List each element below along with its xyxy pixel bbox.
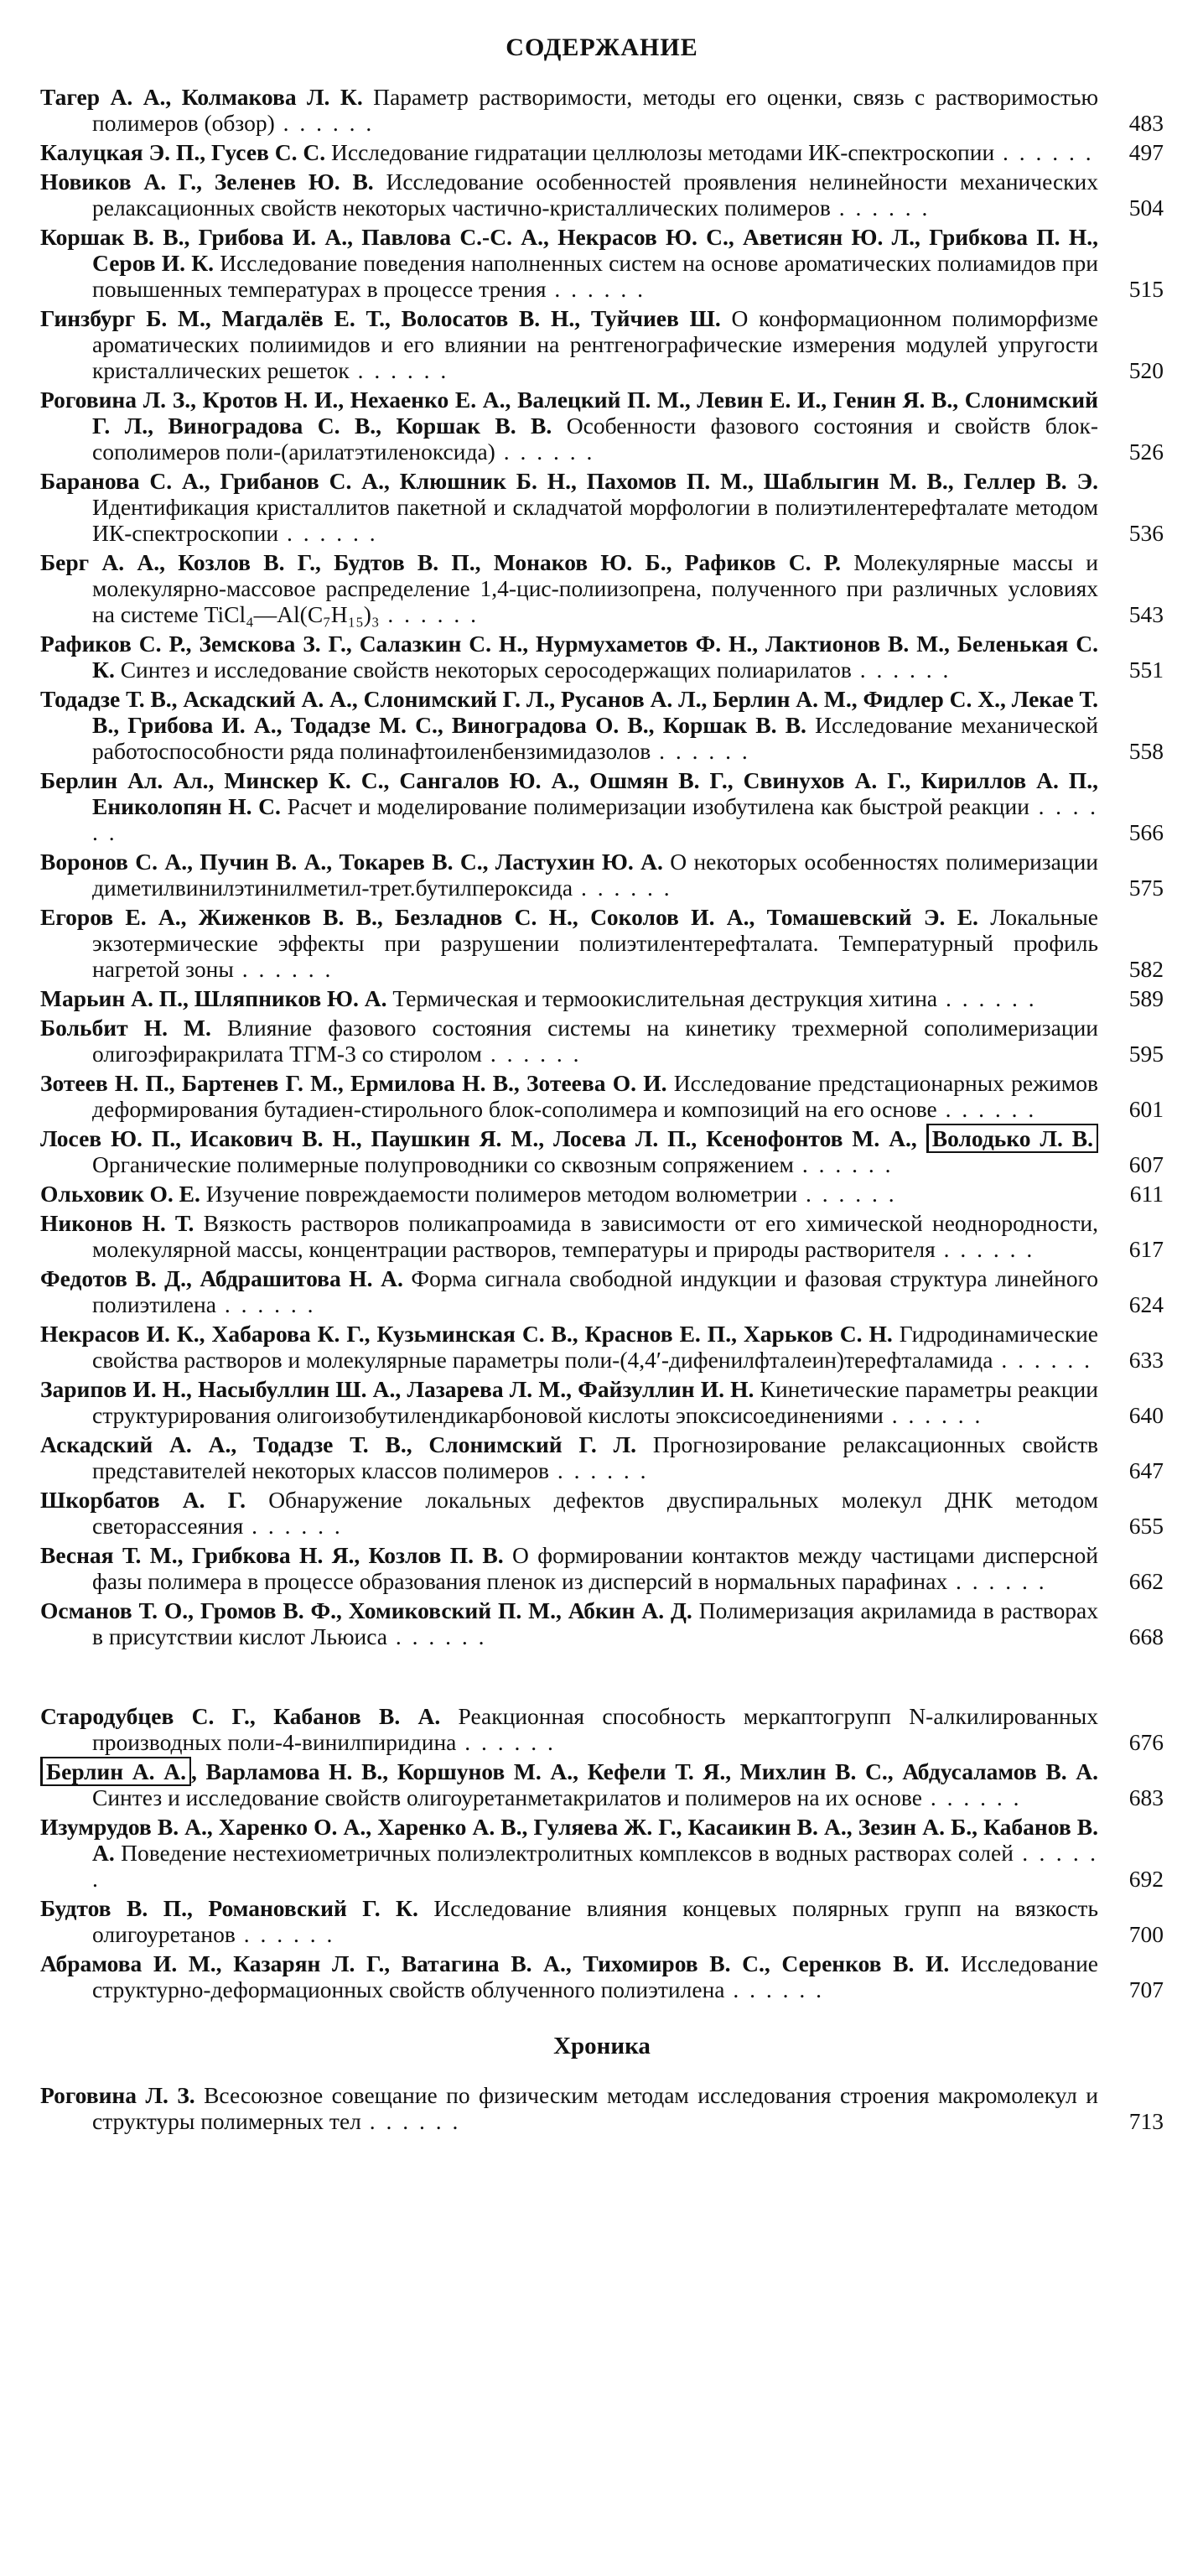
leader-dots: . . . . . . <box>549 1457 649 1483</box>
page-number: 683 <box>1128 1784 1164 1810</box>
leader-dots: . . . . . . <box>235 1921 335 1947</box>
toc-authors: Гинзбург Б. М., Магдалёв Е. Т., Волосатов В. Н., Туйчиев Ш. <box>40 305 721 331</box>
toc-entry-text <box>40 1376 1098 1428</box>
toc-title: Изучение повреждаемости полимеров методом волюметрии <box>205 1181 798 1207</box>
toc-title: Прогнозирование релаксационных свойств представителей некоторых классов полимеров <box>92 1431 1099 1483</box>
toc-entry-text <box>40 387 1098 465</box>
leader-dots: . . . . . . <box>215 1291 316 1317</box>
leader-dots: . . . . . . <box>994 139 1094 165</box>
page-number: 713 <box>1128 2108 1164 2134</box>
page-number: 640 <box>1128 1402 1164 1428</box>
toc-entry-text <box>40 1895 1098 1947</box>
toc-title: Реакционная способность меркаптогрупп N-алкилированных производных поли-4-винилпиридина <box>92 1703 1099 1755</box>
toc-entry-text <box>40 1015 1098 1067</box>
leader-dots: . . . . . . <box>936 1096 1037 1122</box>
toc-authors: Федотов В. Д., Абдрашитова Н. А. <box>40 1265 403 1291</box>
page-number: 611 <box>1129 1181 1164 1207</box>
toc-entry <box>40 1703 1164 1755</box>
leader-dots: . . . . . . <box>993 1347 1092 1373</box>
toc-title: Полимеризация акриламида в растворах в присутствии кислот Льюиса <box>92 1597 1099 1649</box>
toc-entry <box>40 904 1164 982</box>
toc-authors: Будтов В. П., Романовский Г. К. <box>40 1895 418 1921</box>
page-number: 633 <box>1128 1347 1164 1373</box>
toc-entry <box>40 1125 1164 1177</box>
toc-authors: Ольховик О. Е. <box>40 1181 200 1207</box>
leader-dots: . . . . . . <box>793 1151 894 1177</box>
toc-entry <box>40 985 1164 1011</box>
toc-entry <box>40 1431 1164 1483</box>
toc-authors: Новиков А. Г., Зеленев Ю. В. <box>40 169 374 195</box>
section-gap <box>40 1653 1164 1703</box>
leader-dots: . . . . . . <box>92 1840 1099 1892</box>
deceased-author-box: Володько Л. В. <box>926 1124 1098 1153</box>
toc-authors: Стародубцев С. Г., Кабанов В. А. <box>40 1703 441 1729</box>
toc-entry-text <box>40 305 1098 383</box>
leader-dots: . . . . . . <box>937 985 1037 1011</box>
page-number: 551 <box>1128 657 1164 683</box>
toc-entry <box>40 1542 1164 1594</box>
toc-authors: Егоров Е. А., Жиженков В. В., Безладнов С. Н., Соколов И. А., Томашевский Э. Е. <box>40 904 978 930</box>
toc-title: Исследование предстационарных режимов деформирования бутадиен-стирольного блок-сополимера и композиций на его основе <box>92 1070 1098 1122</box>
page-title: СОДЕРЖАНИЕ <box>506 34 698 61</box>
toc-authors: Коршак В. В., Грибова И. А., Павлова С.-С. А., Некрасов Ю. С., Аветисян Ю. Л., Грибкова П. Н., Серов И. К. <box>40 224 1098 276</box>
toc-authors: Лосев Ю. П., Исакович В. Н., Паушкин Я. М., Лосева Л. П., Ксенофонтов М. А., <box>40 1125 917 1151</box>
leader-dots: . . . . . . <box>883 1402 983 1428</box>
toc-entry <box>40 1597 1164 1649</box>
toc-title: Синтез и исследование свойств некоторых серосодержащих полиарилатов <box>120 657 852 683</box>
toc-title: Исследование поведения наполненных систем на основе ароматических полиамидов при повышенных температурах в процессе трения <box>92 250 1098 302</box>
toc-authors: Марьин А. П., Шляпников Ю. А. <box>40 985 387 1011</box>
toc-entry <box>40 1487 1164 1539</box>
toc-title: Исследование особенностей проявления нелинейности механических релаксационных свойств некоторых частично-кристаллических полимеров <box>92 169 1099 221</box>
toc-authors: Османов Т. О., Громов В. Ф., Хомиковский П. М., Абкин А. Д. <box>40 1597 692 1623</box>
toc-entry-text <box>40 1070 1098 1122</box>
toc-entry <box>40 686 1164 764</box>
toc-entry <box>40 1758 1164 1810</box>
toc-title: Кинетические параметры реакции структурирования олигоизобутилендикарбоновой кислоты эпоксисоединениями <box>92 1376 1098 1428</box>
toc-title: Всесоюзное совещание по физическим методам исследования строения макромолекул и структуры полимерных тел <box>92 2082 1099 2134</box>
toc-entry-text <box>40 1125 1098 1177</box>
deceased-author-box: Берлин А. А. <box>40 1757 191 1786</box>
page-number: 504 <box>1128 195 1164 221</box>
toc-title: Вязкость растворов поликапроамида в зависимости от его химической неоднородности, молекулярной массы, концентрации растворов, температуры и природы растворителя <box>92 1210 1098 1262</box>
page-number: 515 <box>1128 276 1164 302</box>
toc-title: Исследование структурно-деформационных свойств облученного полиэтилена <box>92 1950 1099 2002</box>
page-number: 655 <box>1128 1513 1164 1539</box>
leader-dots: . . . . . . <box>573 875 672 901</box>
toc-title: Исследование гидратации целлюлозы методами ИК-спектроскопии <box>331 139 995 165</box>
toc-title: Органические полимерные полупроводники со сквозным сопряжением <box>92 1151 794 1177</box>
page-number: 558 <box>1128 738 1164 764</box>
toc-authors: Весная Т. М., Грибкова Н. Я., Козлов П. В. <box>40 1542 504 1568</box>
toc-entry <box>40 169 1164 221</box>
toc-entry-text <box>40 985 1098 1011</box>
page-number: 526 <box>1128 439 1164 465</box>
toc-entry-text <box>40 904 1098 982</box>
toc-entry-text <box>40 1703 1098 1755</box>
page-number: 543 <box>1128 601 1164 627</box>
toc-title: Особенности фазового состояния и свойств блок-сополимеров поли-(арилатэтиленоксида) <box>92 413 1099 465</box>
leader-dots: . . . . . . <box>797 1181 897 1207</box>
toc-entry <box>40 224 1164 302</box>
toc-entry <box>40 1376 1164 1428</box>
toc-title: Гидродинамические свойства растворов и молекулярные параметры поли-(4,4′-дифенилфталеин)терефталамида <box>92 1321 1099 1373</box>
toc-entry <box>40 549 1164 627</box>
page-number: 520 <box>1128 357 1164 383</box>
toc-title: О конформационном полиморфизме ароматических полиимидов и его влиянии на рентгенографические измерения модулей упругости кристаллических решеток <box>92 305 1098 383</box>
toc-title: Идентификация кристаллитов пакетной и складчатой морфологии в полиэтилентерефталате методом ИК-спектроскопии <box>92 494 1098 546</box>
leader-dots: . . . . . . <box>651 738 750 764</box>
toc-entry <box>40 1070 1164 1122</box>
toc-authors: Рафиков С. Р., Земскова З. Г., Салазкин С. Н., Нурмухаметов Ф. Н., Лактионов В. М., Беленькая С. К. <box>40 631 1098 683</box>
toc-entry <box>40 1210 1164 1262</box>
toc-authors: Аскадский А. А., Тодадзе Т. В., Слонимский Г. Л. <box>40 1431 636 1457</box>
chronicle-heading: Хроника <box>553 2033 651 2059</box>
contents-page <box>40 34 1164 2137</box>
toc-title: Форма сигнала свободной индукции и фазовая структура линейного полиэтилена <box>92 1265 1098 1317</box>
leader-dots: . . . . . . <box>274 110 375 136</box>
toc-authors: Берг А. А., Козлов В. Г., Будтов В. П., Монаков Ю. Б., Рафиков С. Р. <box>40 549 842 575</box>
page-number: 601 <box>1128 1096 1164 1122</box>
toc-entry-text <box>40 849 1098 901</box>
page-number: 575 <box>1128 875 1164 901</box>
toc-entry-text <box>40 686 1098 764</box>
toc-authors: Тодадзе Т. В., Аскадский А. А., Слонимский Г. Л., Русанов А. Л., Берлин А. М., Фидлер С. Х., Лекае Т. В., Грибова И. А., Тодадзе М. С., Виноградова О. В., Коршак В. В. <box>40 686 1098 738</box>
toc-authors: Зотеев Н. П., Бартенев Г. М., Ермилова Н. В., Зотеева О. И. <box>40 1070 667 1096</box>
toc-title: Исследование механической работоспособности ряда полинафтоиленбензимидазолов <box>92 712 1098 764</box>
toc-title: О формировании контактов между частицами дисперсной фазы полимера в процессе образования пленок из дисперсий в нормальных парафинах <box>92 1542 1099 1594</box>
toc-title: О некоторых особенностях полимеризации диметилвинилэтинилметил-трет.бутилпероксида <box>92 849 1099 901</box>
toc-authors: Роговина Л. З. <box>40 2082 195 2108</box>
toc-title: Термическая и термоокислительная деструкция хитина <box>392 985 938 1011</box>
leader-dots: . . . . . . <box>481 1041 582 1067</box>
leader-dots: . . . . . . <box>349 357 449 383</box>
leader-dots: . . . . . . <box>947 1568 1047 1594</box>
leader-dots: . . . . . . <box>92 793 1098 845</box>
toc-entry-text <box>40 1950 1098 2002</box>
toc-entry-text <box>40 224 1098 302</box>
toc-entry <box>40 1950 1164 2002</box>
leader-dots: . . . . . . <box>921 1784 1022 1810</box>
toc-entry <box>40 305 1164 383</box>
toc-authors: Калуцкая Э. П., Гусев С. С. <box>40 139 326 165</box>
toc-entry-text <box>40 139 1098 165</box>
leader-dots: . . . . . . <box>360 2108 461 2134</box>
toc-entry <box>40 849 1164 901</box>
leader-dots: . . . . . . <box>851 657 952 683</box>
toc-authors: Шкорбатов А. Г. <box>40 1487 246 1513</box>
toc-entry <box>40 1895 1164 1947</box>
toc-title: Обнаружение локальных дефектов двуспиральных молекул ДНК методом светорассеяния <box>92 1487 1099 1539</box>
toc-authors: Больбит Н. М. <box>40 1015 211 1041</box>
page-number: 566 <box>1128 819 1164 845</box>
page-number: 700 <box>1128 1921 1164 1947</box>
page-number: 595 <box>1128 1041 1164 1067</box>
toc-title: Молекулярные массы и молекулярно-массовое распределение 1,4-цис-полиизопрена, полученного при различных условиях на системе TiCl₄—Al(C₇H₁₅)₃ <box>92 549 1098 627</box>
toc-entry-text <box>40 1814 1098 1892</box>
toc-entry <box>40 767 1164 845</box>
toc-entry-text <box>40 1265 1098 1317</box>
toc-entry <box>40 1321 1164 1373</box>
leader-dots: . . . . . . <box>830 195 931 221</box>
page-number: 582 <box>1128 956 1164 982</box>
toc-entry-text <box>40 468 1098 546</box>
leader-dots: . . . . . . <box>387 1623 487 1649</box>
page-number: 483 <box>1128 110 1164 136</box>
toc-title: Синтез и исследование свойств олигоуретанметакрилатов и полимеров на их основе <box>92 1784 922 1810</box>
toc-entry <box>40 1015 1164 1067</box>
toc-authors: Берлин Ал. Ал., Минскер К. С., Сангалов Ю. А., Ошмян В. Г., Свинухов А. Г., Кириллов А. П., Ениколопян Н. С. <box>40 767 1098 819</box>
page-number: 536 <box>1128 520 1164 546</box>
toc-authors: Баранова С. А., Грибанов С. А., Клюшник Б. Н., Пахомов П. М., Шаблыгин М. В., Геллер В. Э. <box>40 468 1098 494</box>
toc-entry <box>40 1181 1164 1207</box>
leader-dots: . . . . . . <box>495 439 595 465</box>
page-number: 497 <box>1128 139 1164 165</box>
leader-dots: . . . . . . <box>233 956 334 982</box>
toc-entry-text <box>40 2082 1098 2134</box>
toc-entry <box>40 1814 1164 1892</box>
toc-entry <box>40 468 1164 546</box>
toc-authors: Тагер А. А., Колмакова Л. К. <box>40 84 363 110</box>
toc-authors: Зарипов И. Н., Насыбуллин Ш. А., Лазарева Л. М., Файзуллин И. Н. <box>40 1376 754 1402</box>
toc-entry <box>40 2082 1164 2134</box>
page-number: 676 <box>1128 1729 1164 1755</box>
toc-entry <box>40 84 1164 136</box>
toc-title: Параметр растворимости, методы его оценки, связь с растворимостью полимеров (обзор) <box>92 84 1098 136</box>
toc-authors: , Варламова Н. В., Коршунов М. А., Кефели Т. Я., Михлин В. С., Абдусаламов В. А. <box>190 1758 1099 1784</box>
page-number: 662 <box>1128 1568 1164 1594</box>
toc-authors: Никонов Н. Т. <box>40 1210 194 1236</box>
leader-dots: . . . . . . <box>243 1513 343 1539</box>
leader-dots: . . . . . . <box>456 1729 556 1755</box>
toc-authors: Роговина Л. З., Кротов Н. И., Нехаенко Е. А., Валецкий П. М., Левин Е. И., Генин Я. В., Слонимский Г. Л., Виноградова С. В., Коршак В. В. <box>40 387 1098 439</box>
leader-dots: . . . . . . <box>935 1236 1035 1262</box>
toc-entry-text <box>40 1181 1098 1207</box>
toc-title: Расчет и моделирование полимеризации изобутилена как быстрой реакции <box>287 793 1029 819</box>
toc-entry-text <box>40 1321 1098 1373</box>
toc-entry <box>40 387 1164 465</box>
toc-entry <box>40 1265 1164 1317</box>
page-number: 624 <box>1128 1291 1164 1317</box>
toc-entry-text <box>40 1487 1098 1539</box>
toc-entry-text <box>40 1597 1098 1649</box>
toc-entry-text <box>40 767 1098 845</box>
toc-authors: Изумрудов В. А., Харенко О. А., Харенко А. В., Гуляева Ж. Г., Касаикин В. А., Зезин А. Б., Кабанов В. А. <box>40 1814 1098 1866</box>
toc-list-second <box>40 1703 1164 2002</box>
page-number: 668 <box>1128 1623 1164 1649</box>
toc-entry-text <box>40 631 1098 683</box>
leader-dots: . . . . . . <box>379 601 480 627</box>
toc-entry-text <box>40 169 1098 221</box>
toc-title: Исследование влияния концевых полярных групп на вязкость олигоуретанов <box>92 1895 1098 1947</box>
page-number: 707 <box>1128 1976 1164 2002</box>
toc-entry-text <box>40 549 1098 627</box>
toc-title: Поведение нестехиометричных полиэлектролитных комплексов в водных растворах солей <box>121 1840 1014 1866</box>
toc-title: Влияние фазового состояния системы на кинетику трехмерной сополимеризации олигоэфиракрилата ТГМ-3 со стиролом <box>92 1015 1099 1067</box>
toc-entry-text <box>40 1758 1098 1810</box>
toc-authors: Абрамова И. М., Казарян Л. Г., Ватагина В. А., Тихомиров В. С., Серенков В. И. <box>40 1950 950 1976</box>
toc-entry-text <box>40 1210 1098 1262</box>
page-number: 692 <box>1128 1866 1164 1892</box>
leader-dots: . . . . . . <box>278 520 378 546</box>
page-number: 647 <box>1128 1457 1164 1483</box>
toc-authors: Некрасов И. К., Хабарова К. Г., Кузьминская С. В., Краснов Е. П., Харьков С. Н. <box>40 1321 893 1347</box>
toc-authors: Воронов С. А., Пучин В. А., Токарев В. С., Ластухин Ю. А. <box>40 849 663 875</box>
toc-entry-text <box>40 1542 1098 1594</box>
toc-entry-text <box>40 1431 1098 1483</box>
leader-dots: . . . . . . <box>546 276 646 302</box>
toc-entry <box>40 631 1164 683</box>
page-number: 617 <box>1128 1236 1164 1262</box>
page-number: 589 <box>1128 985 1164 1011</box>
page-number: 607 <box>1128 1151 1164 1177</box>
leader-dots: . . . . . . <box>724 1976 825 2002</box>
toc-list-main <box>40 84 1164 1649</box>
toc-entry-text <box>40 84 1098 136</box>
toc-list-chronicle <box>40 2082 1164 2134</box>
toc-entry <box>40 139 1164 165</box>
toc-title: Локальные экзотермические эффекты при разрушении полиэтилентерефталата. Температурный профиль нагретой зоны <box>92 904 1099 982</box>
